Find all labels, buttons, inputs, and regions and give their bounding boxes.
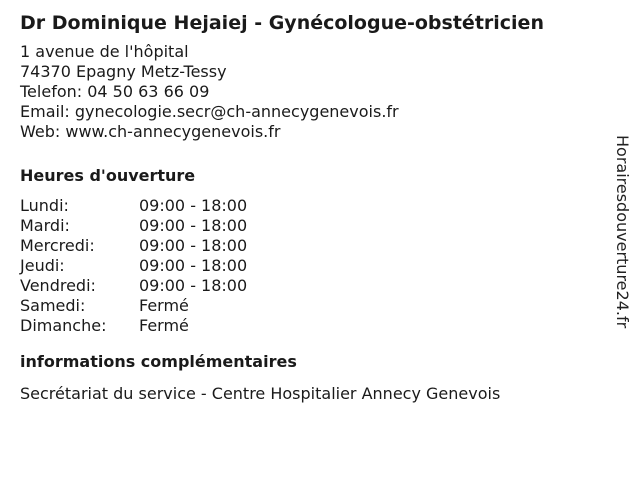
practice-card bbox=[20, 10, 610, 404]
day-hours: Fermé bbox=[139, 316, 189, 335]
day-hours: 09:00 - 18:00 bbox=[139, 216, 248, 235]
hours-heading: Heures d'ouverture bbox=[20, 166, 196, 185]
day-hours: 09:00 - 18:00 bbox=[139, 276, 248, 295]
day-label: Mardi: bbox=[20, 216, 70, 235]
day-label: Vendredi: bbox=[20, 276, 96, 295]
day-hours: Fermé bbox=[139, 296, 189, 315]
day-hours: 09:00 - 18:00 bbox=[139, 256, 248, 275]
info-text: Secrétariat du service - Centre Hospitalier Annecy Genevois bbox=[20, 384, 501, 403]
hours-row bbox=[20, 276, 610, 296]
info-heading: informations complémentaires bbox=[20, 352, 297, 371]
hours-row bbox=[20, 256, 610, 276]
site-watermark: Horairesdouverture24.fr bbox=[613, 135, 632, 329]
hours-row bbox=[20, 216, 610, 236]
contact-block bbox=[20, 42, 610, 142]
day-hours: 09:00 - 18:00 bbox=[139, 196, 248, 215]
phone-number[interactable]: Telefon: 04 50 63 66 09 bbox=[20, 82, 210, 101]
day-label: Mercredi: bbox=[20, 236, 95, 255]
email-address[interactable]: Email: gynecologie.secr@ch-annecygenevois.fr bbox=[20, 102, 399, 121]
hours-row bbox=[20, 316, 610, 336]
hours-row bbox=[20, 196, 610, 216]
page-title: Dr Dominique Hejaiej - Gynécologue-obstétricien bbox=[20, 12, 544, 34]
address-street: 1 avenue de l'hôpital bbox=[20, 42, 189, 61]
day-label: Jeudi: bbox=[20, 256, 65, 275]
opening-hours-list bbox=[20, 196, 610, 336]
day-label: Lundi: bbox=[20, 196, 69, 215]
hours-row bbox=[20, 296, 610, 316]
day-hours: 09:00 - 18:00 bbox=[139, 236, 248, 255]
day-label: Dimanche: bbox=[20, 316, 107, 335]
day-label: Samedi: bbox=[20, 296, 86, 315]
address-city: 74370 Epagny Metz-Tessy bbox=[20, 62, 227, 81]
hours-row bbox=[20, 236, 610, 256]
website-link[interactable]: Web: www.ch-annecygenevois.fr bbox=[20, 122, 281, 141]
